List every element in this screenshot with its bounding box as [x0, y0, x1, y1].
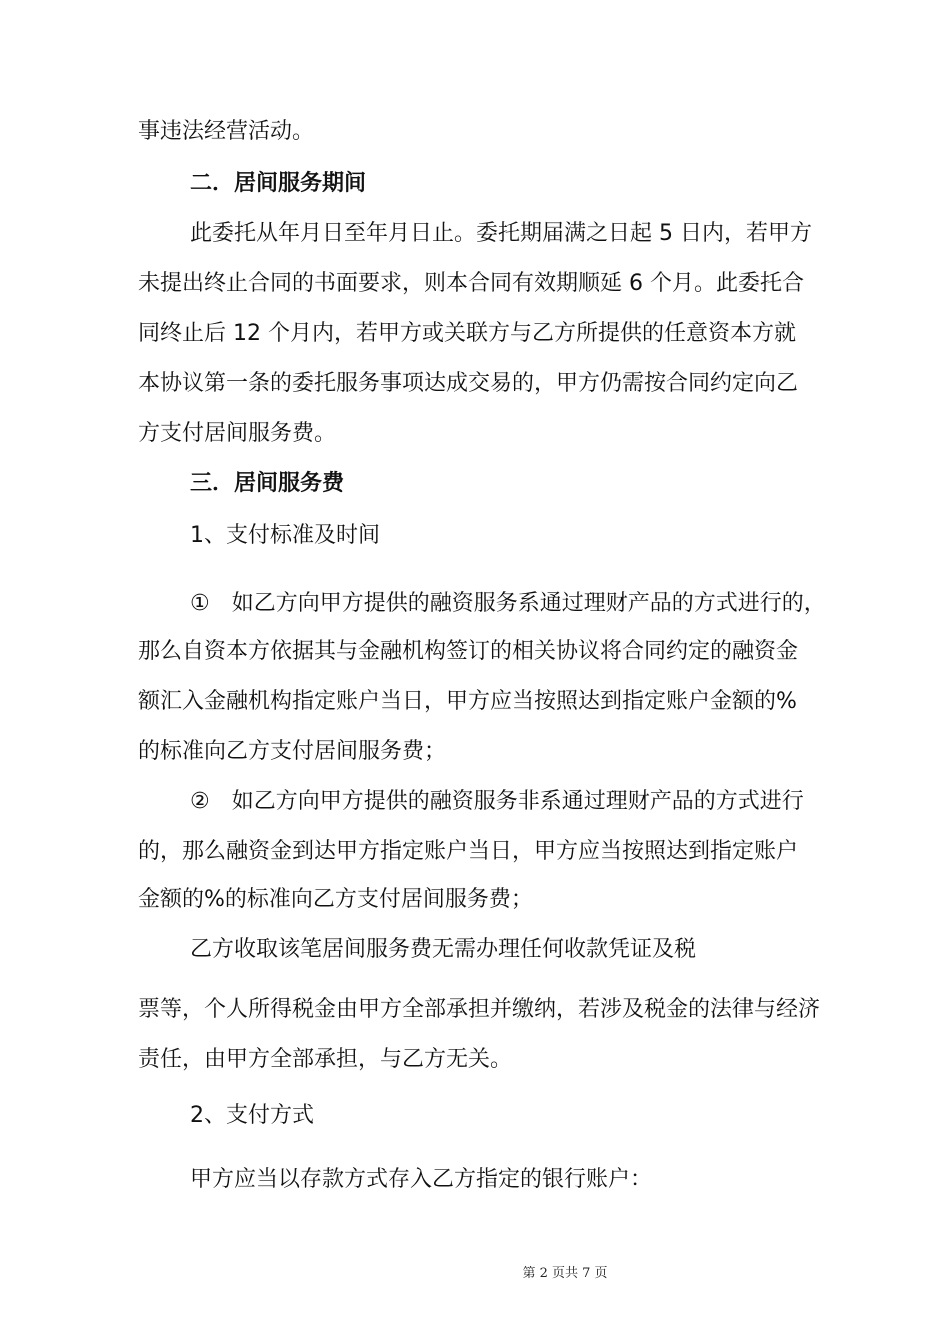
section-heading-fee: 三．居间服务费: [190, 471, 345, 496]
body-text-line: 同终止后 12 个月内，若甲方或关联方与乙方所提供的任意资本方就: [138, 321, 796, 346]
body-text-line: 金额的%的标准向乙方支付居间服务费；: [138, 887, 533, 912]
body-text-line: 甲方应当以存款方式存入乙方指定的银行账户：: [190, 1167, 653, 1192]
body-text-line: 此委托从年月日至年月日止。委托期届满之日起 5 日内，若甲方: [190, 221, 812, 246]
subsection-heading-method: 2、支付方式: [190, 1103, 314, 1128]
page-number-footer: 第 2 页共 7 页: [522, 1266, 608, 1281]
subsection-heading-standard: 1、支付标准及时间: [190, 523, 380, 548]
body-text-line: 的，那么融资金到达甲方指定账户当日，甲方应当按照达到指定账户: [138, 839, 799, 864]
body-text-line: ② 如乙方向甲方提供的融资服务非系通过理财产品的方式进行: [190, 789, 804, 814]
body-text-line: 本协议第一条的委托服务事项达成交易的，甲方仍需按合同约定向乙: [138, 371, 799, 396]
body-text-line: 额汇入金融机构指定账户当日，甲方应当按照达到指定账户金额的%: [138, 689, 797, 714]
section-heading-period: 二．居间服务期间: [190, 171, 367, 196]
body-text-line: ① 如乙方向甲方提供的融资服务系通过理财产品的方式进行的，: [190, 591, 826, 616]
body-text-line: 乙方收取该笔居间服务费无需办理任何收款凭证及税: [190, 937, 697, 962]
body-text-line: 未提出终止合同的书面要求，则本合同有效期顺延 6 个月。此委托合: [138, 271, 804, 296]
body-text-line: 的标准向乙方支付居间服务费；: [138, 739, 447, 764]
body-text-line: 票等，个人所得税金由甲方全部承担并缴纳，若涉及税金的法律与经济: [138, 997, 821, 1022]
body-text-line: 责任，由甲方全部承担，与乙方无关。: [138, 1047, 513, 1072]
body-text-line: 方支付居间服务费。: [138, 421, 337, 446]
body-text-line: 那么自资本方依据其与金融机构签订的相关协议将合同约定的融资金: [138, 639, 799, 664]
body-text-line: 事违法经营活动。: [138, 119, 315, 144]
